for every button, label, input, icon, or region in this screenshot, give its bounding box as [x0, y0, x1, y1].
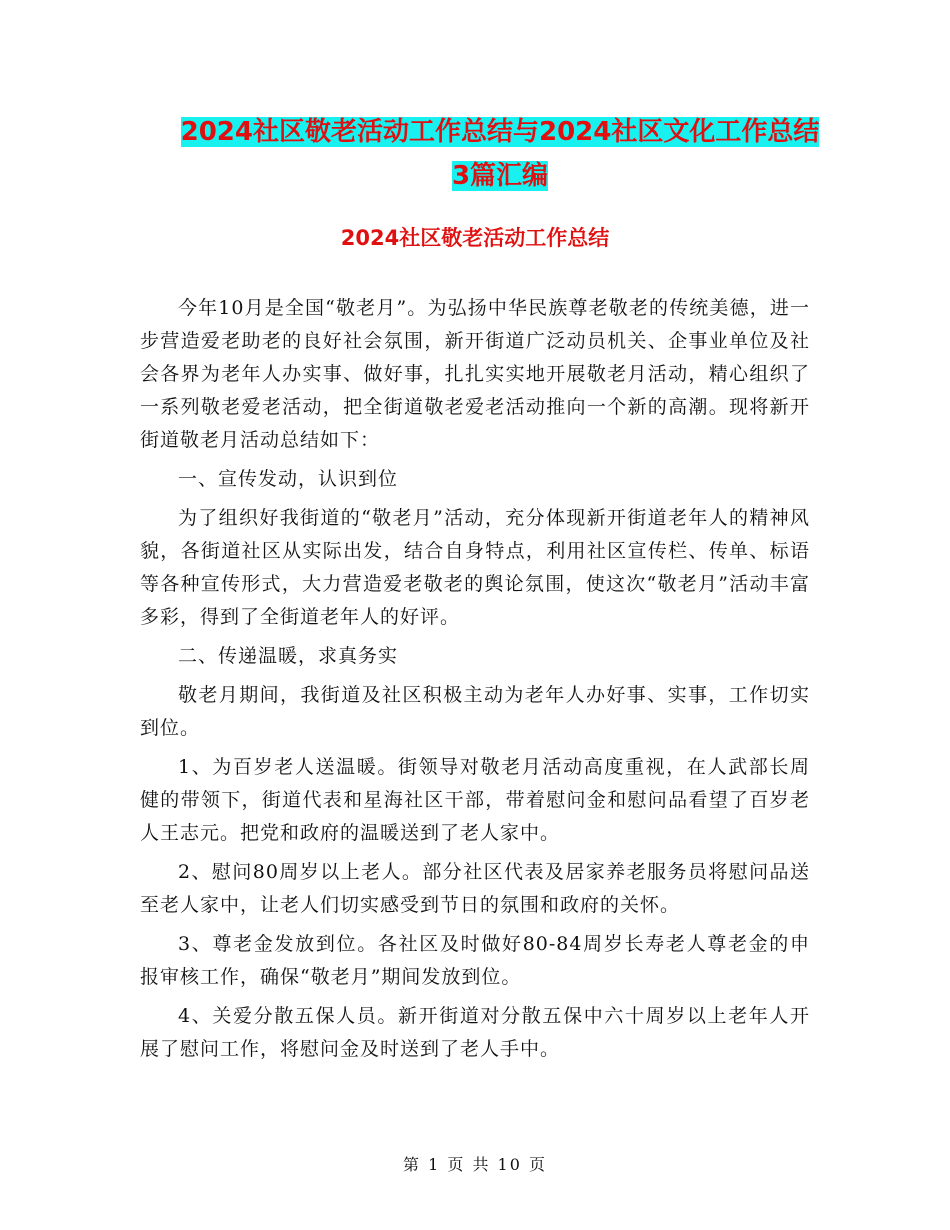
paragraph: 1、为百岁老人送温暖。街领导对敬老月活动高度重视，在人武部长周健的带领下，街道代表和星海社区干部，带着慰问金和慰问品看望了百岁老人王志元。把党和政府的温暖送到了老人家中。 — [140, 756, 810, 844]
document-title — [140, 110, 860, 198]
title-line-1: 2024社区敬老活动工作总结与2024社区文化工作总结 — [180, 117, 820, 147]
paragraph: 敬老月期间，我街道及社区积极主动为老年人办好事、实事，工作切实到位。 — [140, 684, 810, 739]
section-heading: 一、宣传发动，认识到位 — [178, 468, 399, 490]
paragraph: 3、尊老金发放到位。各社区及时做好80-84周岁长寿老人尊老金的申报审核工作，确保“敬老月”期间发放到位。 — [140, 933, 810, 988]
title-line-2: 3篇汇编 — [451, 161, 549, 191]
paragraph: 今年10月是全国“敬老月”。为弘扬中华民族尊老敬老的传统美德，进一步营造爱老助老的良好社会氛围，新开街道广泛动员机关、企事业单位及社会各界为老年人办实事、做好事，扎扎实实地开展敬老月活动，精心组织了一系列敬老爱老活动，把全街道敬老爱老活动推向一个新的高潮。现将新开街道敬老月活动总结如下： — [140, 297, 810, 451]
page-footer: 第 1 页 共 10 页 — [403, 1155, 547, 1174]
paragraph: 2、慰问80周岁以上老人。部分社区代表及居家养老服务员将慰问品送至老人家中，让老人们切实感受到节日的氛围和政府的关怀。 — [140, 861, 810, 916]
document-body — [140, 292, 810, 1072]
section-title: 2024社区敬老活动工作总结 — [340, 226, 610, 250]
section-heading: 二、传递温暖，求真务实 — [178, 645, 399, 667]
paragraph: 为了组织好我街道的“敬老月”活动，充分体现新开街道老年人的精神风貌，各街道社区从实际出发，结合自身特点，利用社区宣传栏、传单、标语等各种宣传形式，大力营造爱老敬老的舆论氛围，使这次“敬老月”活动丰富多彩，得到了全街道老年人的好评。 — [140, 507, 810, 628]
paragraph: 4、关爱分散五保人员。新开街道对分散五保中六十周岁以上老年人开展了慰问工作，将慰问金及时送到了老人手中。 — [140, 1005, 810, 1060]
